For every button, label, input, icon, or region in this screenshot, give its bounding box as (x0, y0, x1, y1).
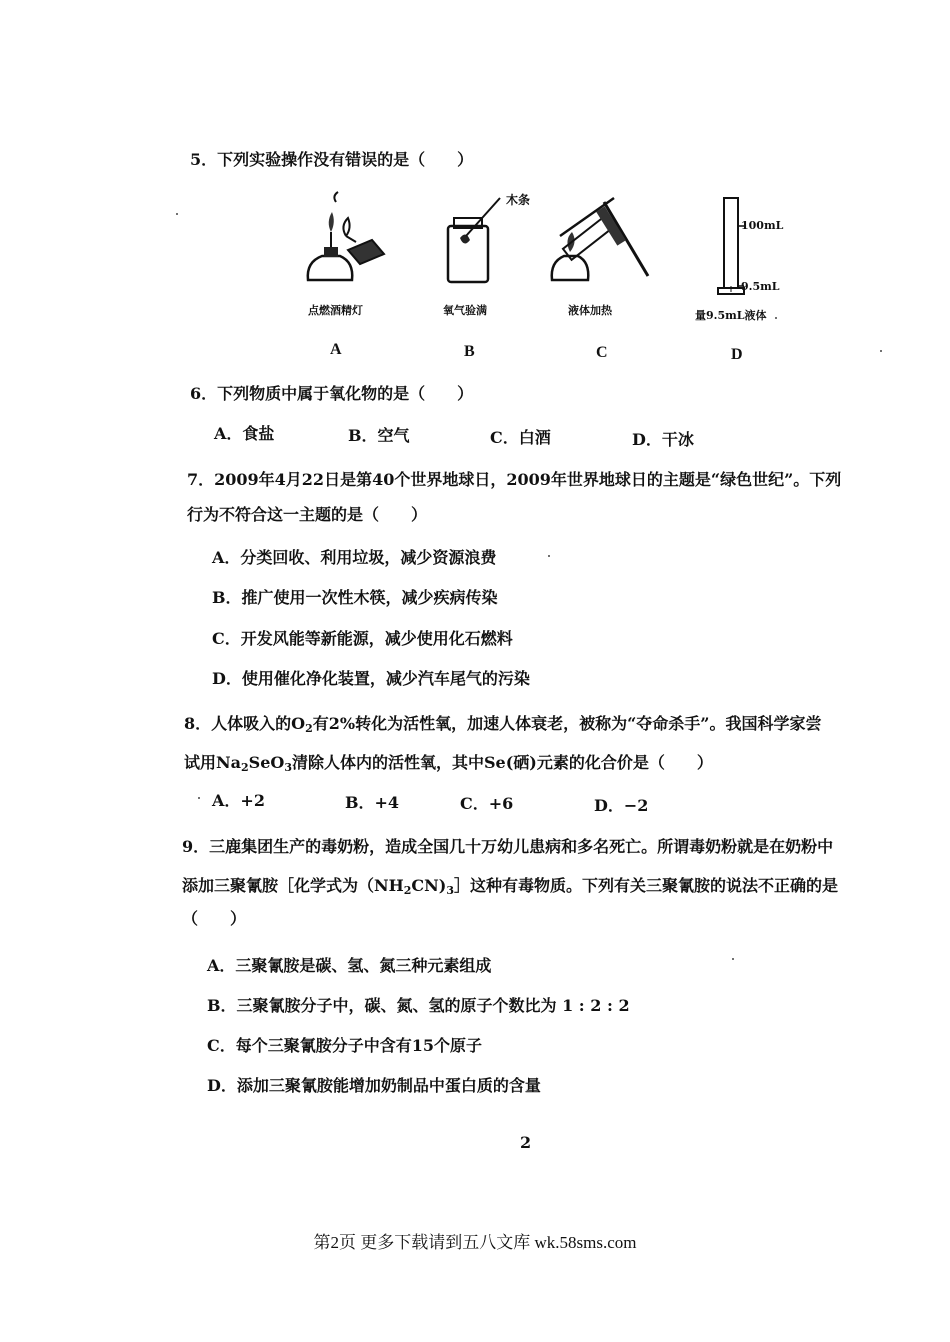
figure-b-caption: 氧气验满 (443, 304, 487, 317)
q9-option-d: D．添加三聚氰胺能增加奶制品中蛋白质的含量 (207, 1076, 541, 1095)
q9-l2-b: CN) (411, 876, 447, 895)
q9-l2-sub2: 3 (446, 884, 454, 897)
figure-a-alcohol-lamp (296, 192, 396, 292)
scan-speck (176, 213, 178, 215)
q7-stem-line2: 行为不符合这一主题的是（ ） (187, 505, 428, 524)
q6-option-c: C．白酒 (490, 428, 551, 447)
scan-speck (732, 958, 734, 960)
q7-stem-line1: 7．2009年4月22日是第40个世界地球日，2009年世界地球日的主题是“绿色世纪”。下列 (187, 470, 842, 489)
q9-stem-line2 (182, 873, 838, 897)
q8-option-a: A．+2 (212, 791, 265, 810)
scan-speck (775, 317, 777, 319)
q8-stem-line1 (184, 711, 821, 735)
q7-option-b: B．推广使用一次性木筷，减少疾病传染 (212, 588, 498, 607)
figure-d-scale-top: 100mL (741, 219, 784, 232)
q6-option-a: A．食盐 (214, 424, 275, 443)
q9-stem-line3: （ ） (182, 909, 247, 928)
option-letter-a: A (330, 341, 342, 358)
q6-stem: 6．下列物质中属于氧化物的是（ ） (190, 384, 474, 403)
scan-speck (198, 797, 200, 799)
figure-a-caption: 点燃酒精灯 (308, 304, 363, 317)
q8-l2-a: 试用Na (184, 753, 241, 772)
figure-c-caption: 液体加热 (568, 304, 612, 317)
q6-option-d: D．干冰 (632, 430, 694, 449)
option-letter-d: D (731, 346, 743, 363)
footer-text: 第2页 更多下载请到五八文库 wk.58sms.com (313, 1233, 637, 1252)
q6-option-b: B．空气 (348, 426, 410, 445)
q9-l2-sub1: 2 (403, 884, 412, 897)
q8-l2-b: SeO (248, 753, 285, 772)
q9-l2-c: ］这种有毒物质。下列有关三聚氰胺的说法不正确的是 (454, 876, 839, 895)
scan-speck (548, 555, 550, 557)
q8-option-b: B．+4 (345, 793, 400, 812)
q8-stem-line2 (184, 750, 713, 774)
q9-option-b: B．三聚氰胺分子中，碳、氮、氢的原子个数比为 1 : 2 : 2 (207, 996, 630, 1015)
q7-option-a: A．分类回收、利用垃圾，减少资源浪费 (212, 548, 497, 567)
q9-option-a: A．三聚氰胺是碳、氢、氮三种元素组成 (207, 956, 492, 975)
figure-b-gas-bottle (440, 190, 550, 290)
page-number: 2 (520, 1133, 532, 1152)
q8-l2-sub2: 3 (284, 761, 292, 774)
q9-l2-a: 添加三聚氰胺［化学式为（NH (182, 876, 404, 895)
figure-d-scale-bottom: 9.5mL (741, 280, 780, 293)
figure-b-stick-tag: 木条 (506, 193, 531, 207)
q8-l2-sub1: 2 (241, 761, 249, 774)
q7-option-d: D．使用催化净化装置，减少汽车尾气的污染 (212, 669, 530, 688)
q8-option-d: D．−2 (594, 796, 649, 815)
option-letter-b: B (464, 343, 475, 360)
figure-d-caption: 量9.5mL液体 (695, 309, 767, 322)
q8-l2-c: 清除人体内的活性氧，其中Se(硒)元素的化合价是（ ） (291, 753, 713, 772)
q7-option-c: C．开发风能等新能源，减少使用化石燃料 (212, 629, 513, 648)
q5-stem: 5．下列实验操作没有错误的是（ ） (190, 150, 474, 169)
q9-stem-line1: 9．三鹿集团生产的毒奶粉，造成全国几十万幼儿患病和多名死亡。所谓毒奶粉就是在奶粉中 (182, 837, 834, 856)
q8-l1-b: 有2%转化为活性氧，加速人体衰老，被称为“夺命杀手”。我国科学家尝 (312, 714, 822, 733)
q8-option-c: C．+6 (460, 794, 514, 813)
q8-l1-a: 8．人体吸入的O (184, 714, 306, 733)
option-letter-c: C (596, 344, 608, 361)
figure-c-test-tube-heating (544, 192, 654, 292)
scan-speck (880, 350, 882, 352)
q9-option-c: C．每个三聚氰胺分子中含有15个原子 (207, 1036, 483, 1055)
q8-l1-sub: 2 (305, 722, 313, 735)
